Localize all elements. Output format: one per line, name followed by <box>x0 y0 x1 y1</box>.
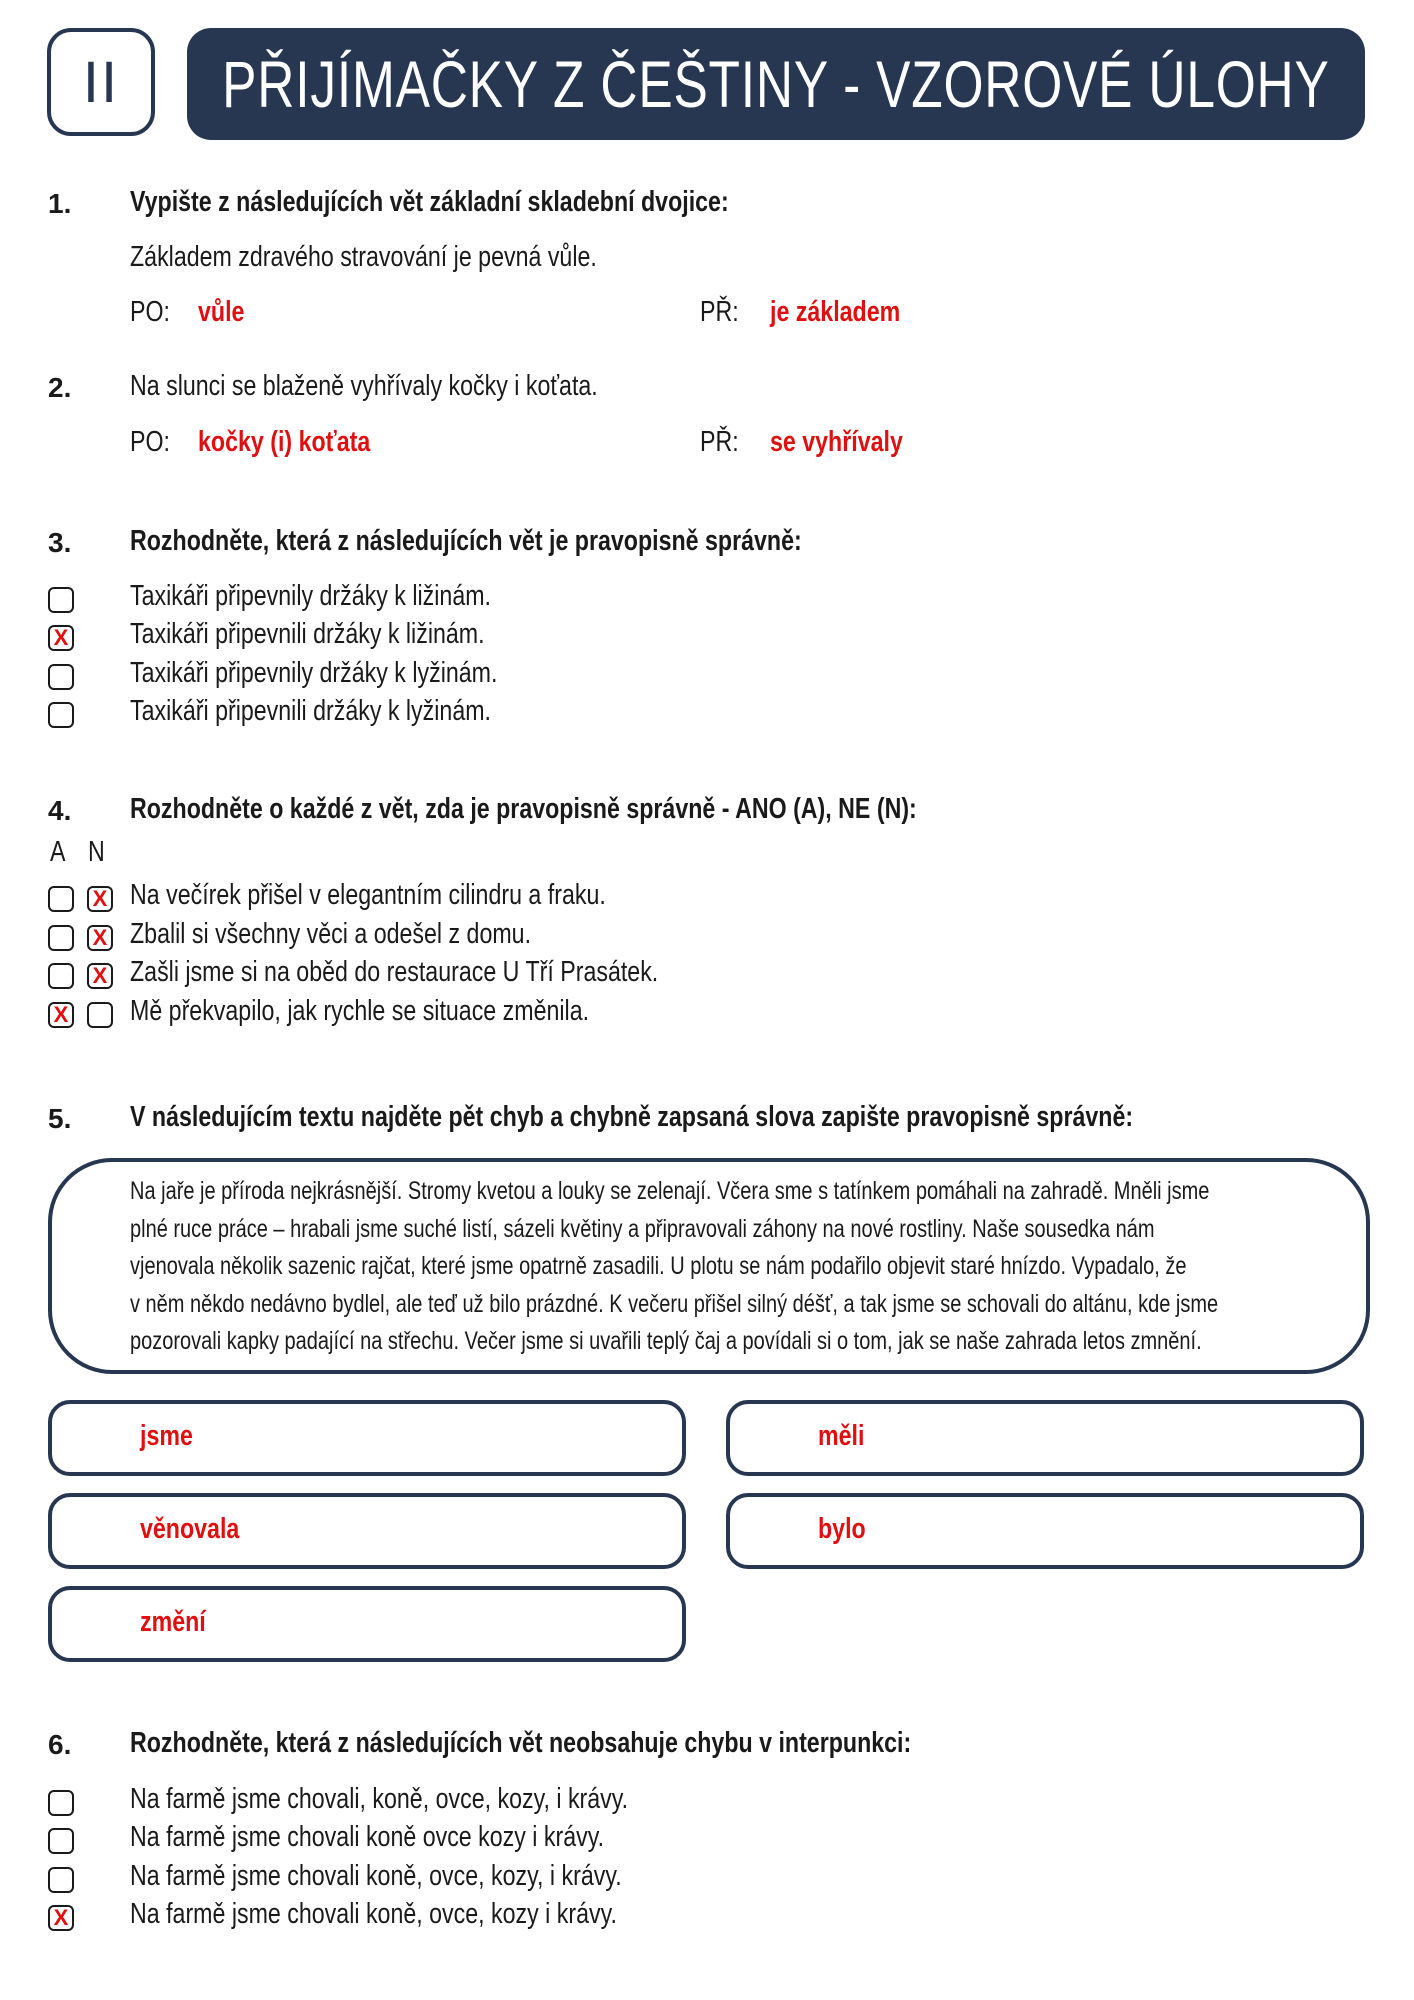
q6-option-4-checkbox[interactable]: X <box>48 1905 74 1931</box>
q6-option-2-checkbox[interactable] <box>48 1828 74 1854</box>
q5-answer-box-2[interactable] <box>726 1400 1364 1476</box>
q1-prompt: Vypište z následujících vět základní skladební dvojice: <box>130 186 729 218</box>
q4-row-4-text: Mě překvapilo, jak rychle se situace změnila. <box>130 995 590 1027</box>
q5-answer-5: změní <box>140 1606 206 1638</box>
q5-answer-box-5[interactable] <box>48 1586 686 1662</box>
q4-row-1-text: Na večírek přišel v elegantním cilindru a fraku. <box>130 879 606 911</box>
q3-option-4-checkbox[interactable] <box>48 702 74 728</box>
q5-passage-line-4: v něm někdo nedávno bydlel, ale teď už bilo prázdné. K večeru přišel silný déšť, a tak jsme se schovali do altánu, kde jsme <box>130 1289 1219 1318</box>
q1-number: 1. <box>48 188 72 219</box>
q2-pr-answer: se vyhřívaly <box>770 426 903 458</box>
q4-row-2-a-checkbox[interactable] <box>48 925 74 951</box>
q4-row-2-text: Zbalil si všechny věci a odešel z domu. <box>130 918 532 950</box>
q2-po-answer: kočky (i) koťata <box>198 426 371 458</box>
q4-row-4-a-checkbox[interactable]: X <box>48 1002 74 1028</box>
q4-prompt: Rozhodněte o každé z vět, zda je pravopisně správně - ANO (A), NE (N): <box>130 793 917 825</box>
q4-row-3-n-checkbox[interactable]: X <box>87 963 113 989</box>
q5-prompt: V následujícím textu najděte pět chyb a chybně zapsaná slova zapište pravopisně správně: <box>130 1101 1134 1133</box>
q5-answer-1: jsme <box>140 1420 193 1452</box>
q6-number: 6. <box>48 1729 72 1760</box>
q3-option-4-text: Taxikáři připevnili držáky k lyžinám. <box>130 695 491 727</box>
q6-option-3-checkbox[interactable] <box>48 1867 74 1893</box>
q4-column-n-label: N <box>88 836 105 868</box>
q3-option-2-checkbox[interactable]: X <box>48 625 74 651</box>
q3-number: 3. <box>48 527 72 558</box>
q4-number: 4. <box>48 795 72 826</box>
q3-option-3-text: Taxikáři připevnily držáky k lyžinám. <box>130 657 498 689</box>
q5-answer-2: měli <box>818 1420 865 1452</box>
q5-passage-line-5: pozorovali kapky padající na střechu. Večer jsme si uvařili teplý čaj a povídali si o tom, jak se naše zahrada letos zmnění. <box>130 1327 1202 1355</box>
q5-answer-box-4[interactable] <box>726 1493 1364 1569</box>
q1-po-answer: vůle <box>198 296 245 328</box>
section-number: II <box>82 49 120 115</box>
q5-passage <box>130 1173 1414 1361</box>
q6-option-2-text: Na farmě jsme chovali koně ovce kozy i krávy. <box>130 1821 605 1853</box>
q1-pr-answer: je základem <box>770 296 901 328</box>
q5-number: 5. <box>48 1103 72 1134</box>
q3-option-3-checkbox[interactable] <box>48 664 74 690</box>
q3-option-1-checkbox[interactable] <box>48 587 74 613</box>
q6-option-4-text: Na farmě jsme chovali koně, ovce, kozy i krávy. <box>130 1898 617 1930</box>
q4-row-1-n-checkbox[interactable]: X <box>87 886 113 912</box>
q2-sentence: Na slunci se blaženě vyhřívaly kočky i koťata. <box>130 370 598 402</box>
q6-option-1-text: Na farmě jsme chovali, koně, ovce, kozy, i krávy. <box>130 1783 629 1815</box>
q2-pr-label: PŘ: <box>700 426 739 458</box>
q4-row-2-n-checkbox[interactable]: X <box>87 925 113 951</box>
q4-row-4-n-checkbox[interactable] <box>87 1002 113 1028</box>
q4-column-a-label: A <box>50 836 66 868</box>
q3-prompt: Rozhodněte, která z následujících vět je pravopisně správně: <box>130 525 802 557</box>
q3-option-1-text: Taxikáři připevnily držáky k ližinám. <box>130 580 491 612</box>
q4-row-1-a-checkbox[interactable] <box>48 886 74 912</box>
q2-po-label: PO: <box>130 426 170 458</box>
q6-option-1-checkbox[interactable] <box>48 1790 74 1816</box>
q5-answer-3: věnovala <box>140 1513 240 1545</box>
q1-po-label: PO: <box>130 296 170 328</box>
q5-answer-4: bylo <box>818 1513 866 1545</box>
q5-passage-line-2: plné ruce práce – hrabali jsme suché listí, sázeli květiny a připravovali záhony na nové rostliny. Naše sousedka nám <box>130 1214 1155 1243</box>
q3-option-2-text: Taxikáři připevnili držáky k ližinám. <box>130 618 485 650</box>
q6-prompt: Rozhodněte, která z následujících vět neobsahuje chybu v interpunkci: <box>130 1727 912 1759</box>
section-number-badge <box>47 28 155 136</box>
q5-answer-box-1[interactable] <box>48 1400 686 1476</box>
q1-sentence: Základem zdravého stravování je pevná vůle. <box>130 241 597 273</box>
q6-option-3-text: Na farmě jsme chovali koně, ovce, kozy, i krávy. <box>130 1860 622 1892</box>
title-bar <box>187 28 1365 140</box>
q4-row-3-text: Zašli jsme si na oběd do restaurace U Tří Prasátek. <box>130 956 659 988</box>
q2-number: 2. <box>48 372 72 403</box>
q5-passage-line-3: vjenovala několik sazenic rajčat, které jsme opatrně zasadili. U plotu se nám podařilo objevit staré hnízdo. Vypadalo, že <box>130 1252 1187 1280</box>
q1-pr-label: PŘ: <box>700 296 739 328</box>
q5-passage-line-1: Na jaře je příroda nejkrásnější. Stromy kvetou a louky se zelenají. Včera sme s tatínkem pomáhali na zahradě. Mněli jsme <box>130 1177 1210 1205</box>
q5-answer-box-3[interactable] <box>48 1493 686 1569</box>
page-title: PŘIJÍMAČKY Z ČEŠTINY - VZOROVÉ ÚLOHY <box>222 47 1330 121</box>
q4-row-3-a-checkbox[interactable] <box>48 963 74 989</box>
